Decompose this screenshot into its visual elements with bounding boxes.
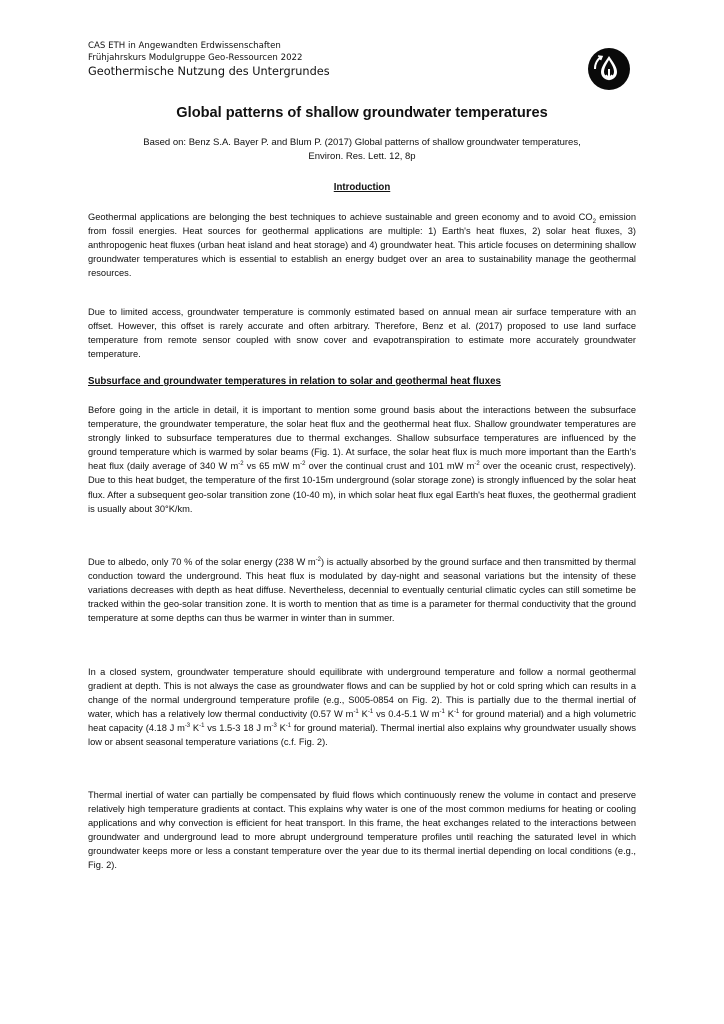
subsurface-paragraph-4: Thermal inertial of water can partially be compensated by fluid flows which continuously renew the volume in contact and preserve relatively high temperature gradients at contact. This explains why water is one of the most common mediums for heating or cooling applications and why convection is efficient for heat transport. In this frame, the heat exchanges related to the interactions between groundwater and underground lead to more abrupt underground temperature profiles until reaching the saturated level in which groundwater keeps more or less a constant temperature over the year due to its thermal inertial depending on local conditions (e.g., Fig. 2).	[88, 790, 636, 871]
text-span: for ground material) and a high volumetric heat capacity (4.18 J m	[88, 709, 637, 734]
text-span: K	[276, 723, 286, 734]
text-span: K	[358, 709, 368, 720]
text-span: Geothermal applications are belonging the best techniques to achieve sustainable and green economy and to avoid CO	[88, 212, 593, 222]
superscript: -3	[184, 723, 191, 730]
water-drop-circular-arrow-icon	[587, 47, 631, 91]
header-course-group: Frühjahrskurs Modulgruppe Geo-Ressourcen 2022	[88, 53, 303, 63]
superscript: -2	[315, 556, 321, 563]
text-span: Due to albedo, only 70 % of the solar energy (238 W m	[88, 557, 316, 567]
superscript: -1	[439, 709, 445, 716]
text-span: ) is actually absorbed by the ground surface and then transmitted by thermal conduction toward the underground. This heat flux is modulated by day-night and seasonal variations but the intensity of these variations decreases with depth as heat diffuse. Nevertheless, decennial to eventually centurial climatic cycles can still sometime be tracked within the geo-solar transition zone. It is worth to mention that as time is a parameter for thermal conductivity that the ground temperature at some depths can thus be warmer in winter than in summer.	[88, 557, 636, 624]
superscript: -1	[285, 723, 292, 730]
text-span: In a closed system, groundwater temperature should equilibrate with underground temperature and follow a normal geothermal gradient at depth. This is not always the case as groundwater flows and can be supplied by hot or cold spring which can results in a change of the normal underground temperature profile (e.g., S005-0854 on Fig. 2). This is partially due to the thermal inertial of water, which has a relatively low thermal conductivity (0.57 W m	[88, 667, 636, 720]
superscript: -1	[353, 709, 359, 716]
superscript: -3	[271, 723, 277, 730]
superscript: -2	[300, 461, 306, 468]
text-span: Before going in the article in detail, it is important to mention some ground basis about the interactions between the subsurface temperature, the groundwater temperature, the solar heat flux and the geothermal heat flux. Shallow groundwater temperatures are strongly linked to subsurface temperatures due to thermal exchanges. Shallow subsurface temperatures are influenced by the ground temperature which is warmed by solar beams (Fig. 1). At surface, the solar heat flux is much more important than the Earth's heat flux (daily average of 340 W m	[88, 405, 636, 472]
source-citation	[88, 136, 636, 164]
text-span: vs 1.5-3 18 J m	[204, 723, 272, 734]
text-span: over the continual crust and 101 mW m	[305, 461, 475, 472]
text-span: over the oceanic crust, respectively). Due to this heat budget, the temperature of the first 10-15m underground (solar storage zone) is strongly influenced by the solar heat flux. After a subsequent geo-solar transition zone (10-40 m), in which solar heat flux egal Earth's heat fluxes, the geothermal gradient is usually about 30°K/km.	[88, 461, 636, 514]
introduction-paragraph-2: Due to limited access, groundwater temperature is commonly estimated based on annual mean air surface temperature with an offset. However, this offset is rarely accurate and often arbitrary. Therefore, Benz et al. (2017) proposed to use land surface temperature from remote sensor coupled with snow cover and evapotranspiration to estimate more accurately groundwater temperature.	[88, 307, 636, 360]
document-title: Global patterns of shallow groundwater temperatures	[176, 105, 548, 121]
subsurface-paragraph-1	[88, 403, 636, 516]
subsurface-paragraph-3	[88, 665, 636, 750]
superscript: -1	[453, 709, 460, 716]
superscript: -1	[199, 723, 205, 730]
introduction-heading-wrap	[88, 181, 636, 195]
header-course-title: Geothermische Nutzung des Untergrundes	[88, 65, 330, 78]
citation-line-2: Environ. Res. Lett. 12, 8p	[308, 151, 416, 162]
superscript: -1	[367, 709, 374, 716]
superscript: -2	[474, 461, 480, 468]
text-span: vs 65 mW m	[243, 461, 301, 472]
page-header	[88, 40, 568, 79]
text-span: for ground material). Thermal inertial also explains why groundwater usually shows low or absent seasonal temperature variations (c.f. Fig. 2).	[88, 723, 636, 748]
text-span: K	[444, 709, 454, 720]
text-span: emission from fossil energies. Heat sources for geothermal applications are multiple: 1) Earth's heat fluxes, 2) solar heat fluxes, 3) anthropogenic heat fluxes (urban heat island and heat storage) and 4) groundwater heat. This article focuses on determining shallow groundwater temperatures which is essential to establish an energy budget over an area to sustainability manage the geothermal resources.	[88, 212, 636, 279]
introduction-paragraph-1	[88, 210, 636, 280]
text-span: K	[190, 723, 200, 734]
subsurface-heading-wrap	[88, 375, 636, 389]
citation-line-1: Based on: Benz S.A. Bayer P. and Blum P. (2017) Global patterns of shallow groundwater temperatures,	[143, 137, 581, 148]
subsurface-paragraph-2	[88, 555, 636, 625]
superscript: -2	[238, 461, 244, 468]
header-institution: CAS ETH in Angewandten Erdwissenschaften	[88, 41, 281, 51]
introduction-heading: Introduction	[333, 182, 391, 193]
subscript: 2	[592, 218, 596, 225]
text-span: vs 0.4-5.1 W m	[373, 709, 440, 720]
subsurface-heading: Subsurface and groundwater temperatures in relation to solar and geothermal heat fluxes	[88, 376, 501, 387]
